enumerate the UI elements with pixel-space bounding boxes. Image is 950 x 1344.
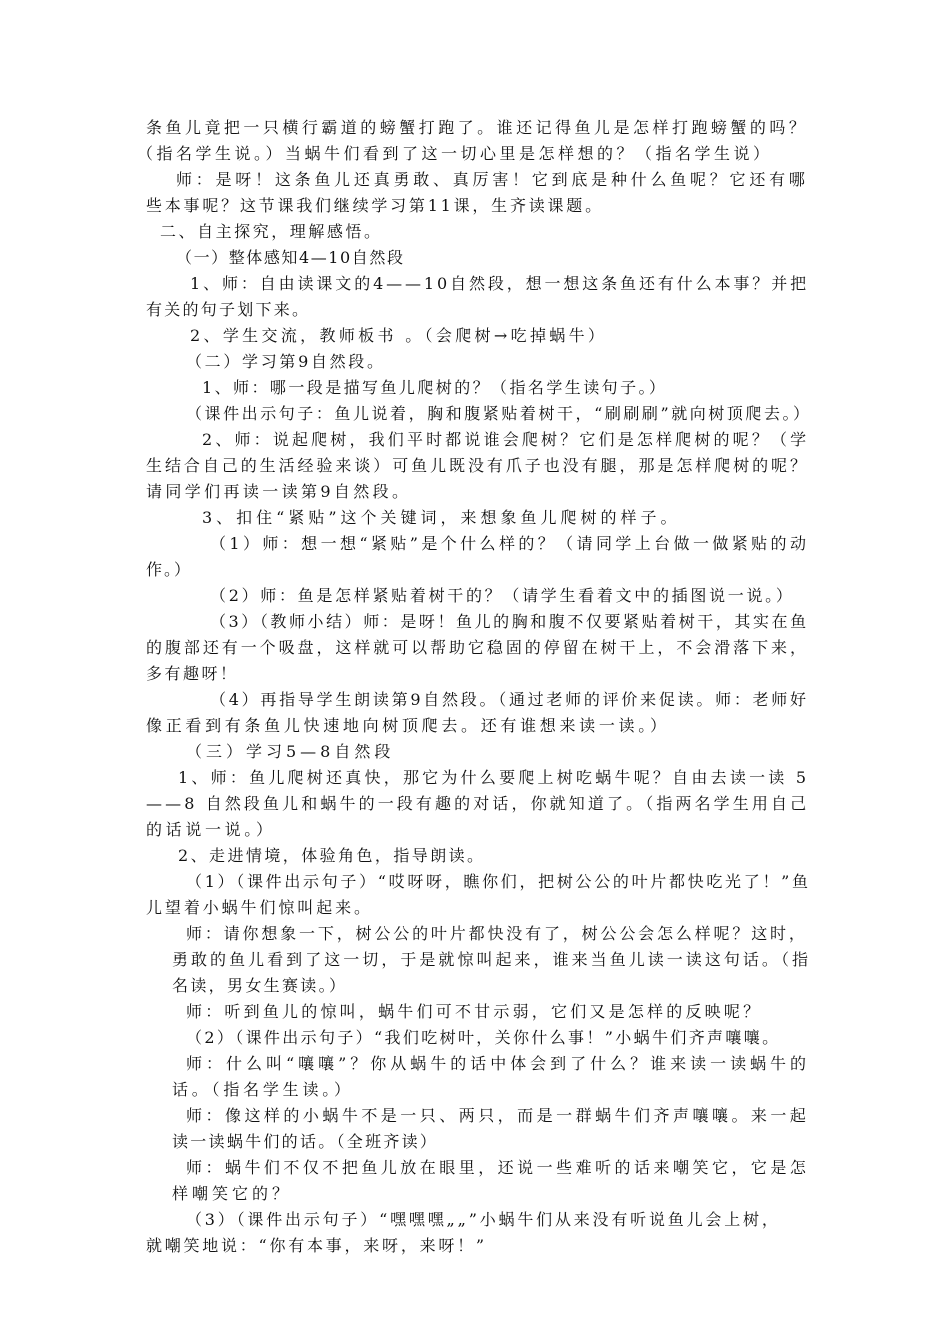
text-line: ——8 自然段鱼儿和蜗牛的一段有趣的对话，你就知道了。（指两名学生用自己 bbox=[146, 794, 810, 813]
text-line: 师：请你想象一下，树公公的叶片都快没有了，树公公会怎么样呢？这时， bbox=[186, 924, 808, 943]
text-line: 名读，男女生赛读。） bbox=[172, 976, 348, 995]
text-line: 的腹部还有一个吸盘，这样就可以帮助它稳固的停留在树干上，不会滑落下来， bbox=[146, 638, 809, 657]
text-line: 师：听到鱼儿的惊叫，蜗牛们可不甘示弱，它们又是怎样的反映呢？ bbox=[186, 1002, 763, 1021]
text-line: 师：像这样的小蜗牛不是一只、两只，而是一群蜗牛们齐声嚷嚷。来一起 bbox=[186, 1106, 810, 1125]
text-line: （一）整体感知4—10自然段 bbox=[176, 248, 405, 267]
text-line: 些本事呢？这节课我们继续学习第11课，生齐读课题。 bbox=[146, 196, 604, 215]
text-line: 师：是呀！这条鱼儿还真勇敢、真厉害！它到底是种什么鱼呢？它还有哪 bbox=[176, 170, 809, 189]
text-line: （2）师：鱼是怎样紧贴着树干的？（请学生看着文中的插图说一说。） bbox=[210, 586, 795, 605]
text-line: 儿望着小蜗牛们惊叫起来。 bbox=[146, 898, 373, 917]
text-line: （2）（课件出示句子）“我们吃树叶，关你什么事！”小蜗牛们齐声嚷嚷。 bbox=[186, 1028, 781, 1047]
text-line: 勇敢的鱼儿看到了这一切，于是就惊叫起来，谁来当鱼儿读一读这句话。（指 bbox=[172, 950, 812, 969]
text-line: （指名学生说。）当蜗牛们看到了这一切心里是怎样想的？（指名学生说） bbox=[137, 144, 773, 163]
text-line: 样嘲笑它的？ bbox=[172, 1184, 293, 1203]
text-line: 像正看到有条鱼儿快速地向树顶爬去。还有谁想来读一读。） bbox=[146, 716, 670, 735]
text-line: 读一读蜗牛们的话。（全班齐读） bbox=[172, 1132, 439, 1151]
text-line: 多有趣呀！ bbox=[146, 664, 239, 683]
text-line: （课件出示句子：鱼儿说着，胸和腹紧贴着树干，“刷刷刷”就向树顶爬去。） bbox=[186, 404, 812, 423]
text-line: 话。（指名学生读。） bbox=[172, 1080, 354, 1099]
text-line: 生结合自己的生活经验来谈）可鱼儿既没有爪子也没有腿，那是怎样爬树的呢？ bbox=[146, 456, 809, 475]
text-line: 2、走进情境，体验角色，指导朗读。 bbox=[178, 846, 486, 865]
text-line: 3、扣住“紧贴”这个关键词，来想象鱼儿爬树的样子。 bbox=[202, 508, 681, 527]
text-line: 2、师：说起爬树，我们平时都说谁会爬树？它们是怎样爬树的呢？（学 bbox=[202, 430, 810, 449]
text-line: 1、师：鱼儿爬树还真快，那它为什么要爬上树吃蜗牛呢？自由去读一读 5 bbox=[178, 768, 810, 787]
text-line: 请同学们再读一读第9自然段。 bbox=[146, 482, 412, 501]
text-line: 1、师：哪一段是描写鱼儿爬树的？（指名学生读句子。） bbox=[202, 378, 668, 397]
text-line: 的话说一说。） bbox=[146, 820, 276, 839]
text-line: （3）（课件出示句子）“嘿嘿嘿„„”小蜗牛们从来没有听说鱼儿会上树， bbox=[186, 1210, 781, 1229]
text-line: 师：蜗牛们不仅不把鱼儿放在眼里，还说一些难听的话来嘲笑它，它是怎 bbox=[186, 1158, 810, 1177]
text-line: （三）学习5—8自然段 bbox=[186, 742, 395, 761]
text-line: （3）（教师小结）师：是呀！鱼儿的胸和腹不仅要紧贴着树干，其实在鱼 bbox=[210, 612, 809, 631]
text-line: （二）学习第9自然段。 bbox=[186, 352, 386, 371]
text-line: 就嘲笑地说：“你有本事，来呀，来呀！” bbox=[146, 1236, 487, 1255]
text-line: 1、师：自由读课文的4——10自然段，想一想这条鱼还有什么本事？并把 bbox=[190, 274, 809, 293]
text-line: 2、学生交流，教师板书 。（会爬树→吃掉蜗牛） bbox=[190, 326, 608, 345]
text-line: （1）（课件出示句子）“哎呀呀，瞧你们，把树公公的叶片都快吃光了！”鱼 bbox=[186, 872, 811, 891]
text-line: （1）师：想一想“紧贴”是个什么样的？（请同学上台做一做紧贴的动 bbox=[210, 534, 810, 553]
text-line: 师：什么叫“嚷嚷”？你从蜗牛的话中体会到了什么？谁来读一读蜗牛的 bbox=[186, 1054, 811, 1073]
text-line: （4）再指导学生朗读第9自然段。（通过老师的评价来促读。师：老师好 bbox=[210, 690, 809, 709]
text-line: 条鱼儿竟把一只横行霸道的螃蟹打跑了。谁还记得鱼儿是怎样打跑螃蟹的吗？ bbox=[146, 118, 809, 137]
text-line: 有关的句子划下来。 bbox=[146, 300, 311, 319]
text-line: 二、自主探究，理解感悟。 bbox=[160, 222, 383, 241]
text-line: 作。） bbox=[146, 560, 192, 579]
